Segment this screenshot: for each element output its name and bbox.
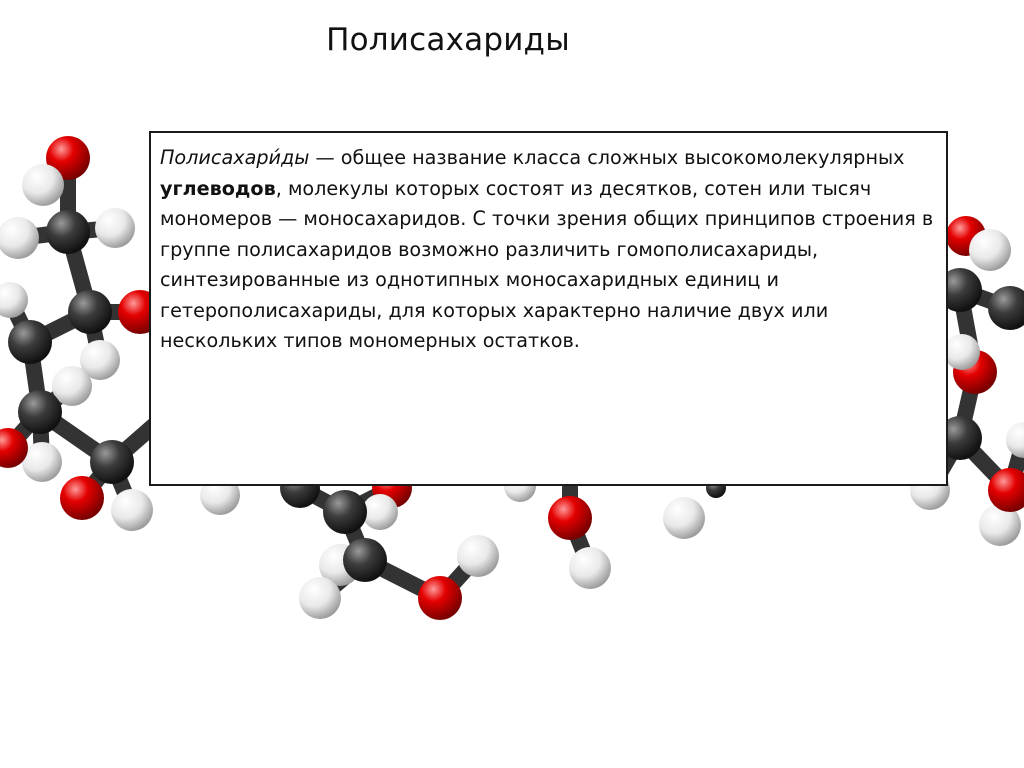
definition-text-part-2: , молекулы которых состоят из десятков, сотен или тысяч мономеров — моносахаридов. С точки зрения общих принципов строения в группе полисахаридов возможно различить гомополисахариды, синтезированные из однотипных моносахаридных единиц и гетерополисахариды, для которых характерно наличие двух или нескольких типов мономерных остатков.	[160, 176, 934, 352]
definition-text-box	[149, 131, 948, 486]
definition-bold-word: углеводов	[160, 176, 276, 200]
slide-title: Полисахариды	[326, 22, 570, 58]
definition-term: Полисахари́ды	[160, 146, 310, 169]
definition-text-part-1: — общее название класса сложных высокомолекулярных	[309, 146, 905, 169]
